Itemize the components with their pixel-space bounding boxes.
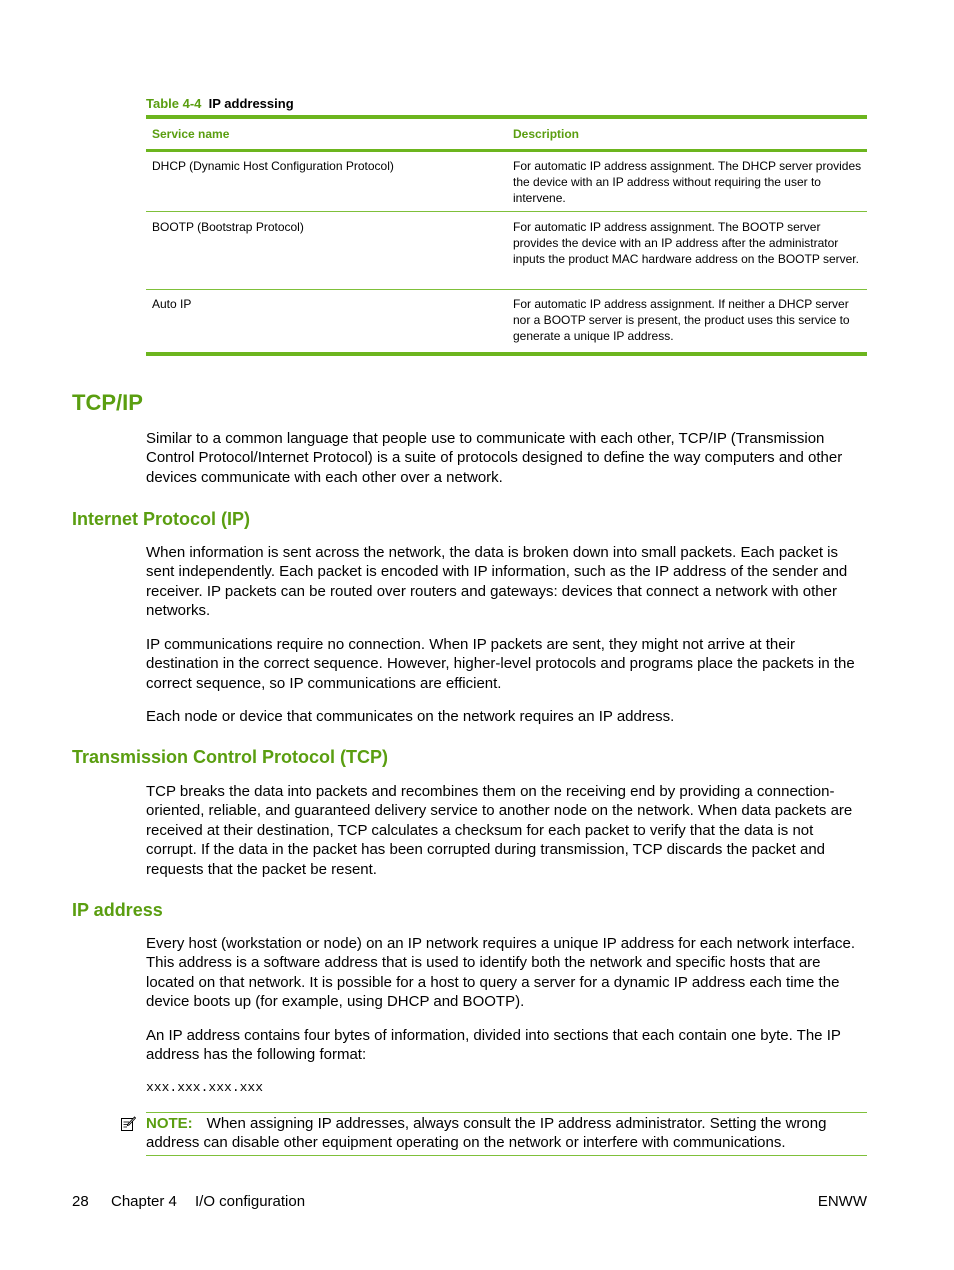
heading-internet-protocol: Internet Protocol (IP) [72,509,251,529]
note-pencil-icon [120,1116,136,1132]
ip-address-format: xxx.xxx.xxx.xxx [146,1080,264,1095]
table-caption [146,96,294,111]
ipaddr-paragraph-1: Every host (workstation or node) on an IP network requires a unique IP address for each network interface. This address is a software address that is used to identify both the network and specific hosts that are located on that network. It is possible for a host to query a server for a dynamic IP address each time the device boots up (for example, using DHCP and BOOTP). [146,935,855,1011]
header-description: Description [513,127,580,141]
heading-tcpip: TCP/IP [72,390,143,415]
cell-service: Auto IP [152,297,192,311]
note-text: When assigning IP addresses, always consult the IP address administrator. Setting the wrong address can disable other equipment operating on the network or interfere with communications. [146,1115,827,1152]
heading-ip-address: IP address [72,900,163,920]
ip-paragraph-1: When information is sent across the network, the data is broken down into small packets. Each packet is sent independently. Each packet is encoded with IP information, such as the IP address of the sender and receiver. IP packets can be routed over routers and gateways: devices that connect a network with other networks. [146,544,848,620]
tcp-paragraph-1: TCP breaks the data into packets and recombines them on the receiving end by providing a connection-oriented, reliable, and guaranteed delivery service to another node on the network. When data packets are received at their destination, TCP calculates a checksum for each packet to verify that the data is not corrupt. If the data in the packet has been corrupted during transmission, TCP discards the packet and requests that the packet be resent. [146,783,853,878]
table-row [146,212,867,290]
table-number: Table 4-4 [146,96,202,111]
table-row [146,152,867,212]
footer-chapter-title: I/O configuration [195,1193,306,1210]
ipaddr-paragraph-2: An IP address contains four bytes of information, divided into sections that each contain one byte. The IP address has the following format: [146,1027,841,1064]
table-title: IP addressing [208,96,294,111]
note-box [146,1112,867,1156]
note-label: NOTE: [146,1115,193,1132]
header-service-name: Service name [152,127,230,141]
cell-description: For automatic IP address assignment. The BOOTP server provides the device with an IP address after the administrator inputs the product MAC hardware address on the BOOTP server. [513,220,859,266]
cell-description: For automatic IP address assignment. The DHCP server provides the device with an IP address without requiring the user to intervene. [513,159,862,205]
ip-paragraph-2: IP communications require no connection. When IP packets are sent, they might not arrive at their destination in the correct sequence. However, higher-level protocols and programs place the packets in the correct sequence, so IP communications are efficient. [146,636,855,692]
cell-service: DHCP (Dynamic Host Configuration Protocol) [152,159,394,173]
heading-tcp: Transmission Control Protocol (TCP) [72,747,389,767]
cell-description: For automatic IP address assignment. If neither a DHCP server nor a BOOTP server is present, the product uses this service to generate a unique IP address. [513,297,850,343]
footer-page-number: 28 [72,1193,89,1210]
table-header-row [146,119,867,149]
footer-chapter: Chapter 4 [111,1193,177,1210]
ip-addressing-table [146,115,867,356]
cell-service: BOOTP (Bootstrap Protocol) [152,220,304,234]
footer-enww: ENWW [817,1193,867,1210]
tcpip-intro: Similar to a common language that people use to communicate with each other, TCP/IP (Transmission Control Protocol/Internet Protocol) is a suite of protocols designed to define the way computers and other devices communicate with each other over a network. [146,430,843,486]
table-row [146,290,867,352]
ip-paragraph-3: Each node or device that communicates on the network requires an IP address. [146,708,675,725]
